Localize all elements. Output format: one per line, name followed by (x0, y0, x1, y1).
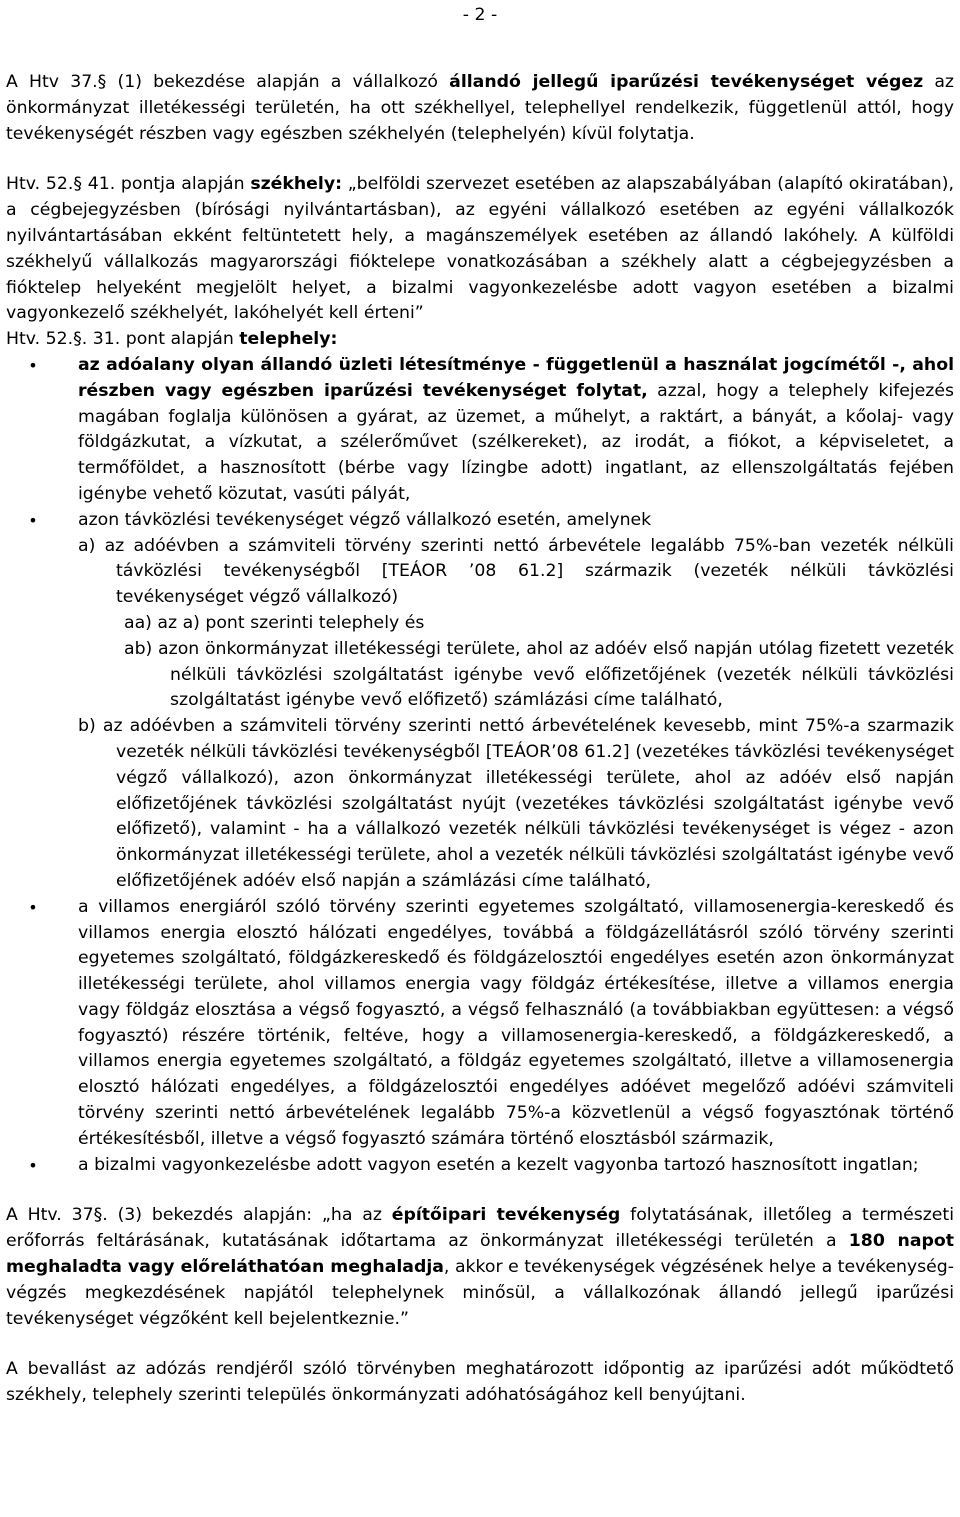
list-item (6, 895, 954, 1153)
bold-term: telephely: (239, 329, 338, 350)
paragraph-permanent-activity (6, 70, 954, 147)
text: A Htv. 37§. (3) bekezdés alapján: „ha az (6, 1205, 392, 1226)
bullet-icon: • (28, 1155, 38, 1175)
bold-term: építőipari tevékenység (391, 1205, 621, 1226)
bullet-icon: • (28, 510, 38, 530)
bold-term: 180 napot meghaladta vagy előreláthatóan meghaladja (6, 1231, 954, 1278)
text: a bizalmi vagyonkezelésbe adott vagyon esetén a kezelt vagyonba tartozó hasznosított ingatlan; (78, 1154, 919, 1175)
sub-item-aa: aa) az a) pont szerinti telephely és (124, 612, 425, 633)
list-item (6, 1153, 954, 1179)
page-number: - 2 - (462, 5, 498, 25)
site-definition-list (6, 353, 954, 1179)
paragraph-site-heading (6, 327, 954, 353)
text: Htv. 52.§. 31. pont alapján (6, 329, 240, 350)
paragraph-filing-note: A bevallást az adózás rendjéről szóló törvényben meghatározott időpontig az iparűzési adót működtető székhely, telephely szerinti település önkormányzati adóhatóságához kell benyújtani. (6, 1359, 954, 1406)
list-item (6, 508, 954, 895)
text: folytatásának, illetőleg a természeti erőforrás feltárásának, kutatásának időtartama az önkormányzat illetékességi területén a (6, 1205, 954, 1252)
bold-term: állandó jellegű iparűzési tevékenységet végez (449, 72, 924, 92)
paragraph-construction-activity (6, 1203, 954, 1332)
sub-item-a: a) az adóévben a számviteli törvény szerinti nettó árbevétele legalább 75%-ban vezeték nélküli távközlési tevékenységből [TEÁOR ’08 61.2] származik (vezeték nélküli távközlési tevékenységet végző vállalkozó) (78, 535, 954, 608)
text: Htv. 52.§ 41. pontja alapján (6, 174, 251, 195)
sub-item-b: b) az adóévben a számviteli törvény szerinti nettó árbevételének kevesebb, mint 75%-a szarmazik vezeték nélküli távközlési tevékenységből [TEÁOR’08 61.2] (vezetékes távközlési tevékenységet végző vállalkozó), azon önkormányzat illetékességi területe, ahol az adóév első napján előfizetőjének távközlési szolgáltatást nyújt (vezetékes távközlési szolgáltatást igénybe vevő előfizető), valamint - ha a vállalkozó vezeték nélküli távközlési tevékenységet is végez - azon önkormányzat illetékességi területe, ahol a vezeték nélküli távközlési szolgáltatást igénybe vevő előfizetőjének adóév első napján a számlázási címe található, (78, 716, 954, 891)
text: A Htv 37.§ (1) bekezdése alapján a vállalkozó (6, 72, 450, 92)
text: „belföldi szervezet esetében az alapszabályában (alapító okiratában), a cégbejegyzésben (bírósági nyilvántartásban), az egyéni vállalkozó esetében az egyéni vállalkozók nyilvántartásában ekként feltüntetett hely, a magánszemélyek esetében az állandó lakóhely. A külföldi székhelyű vállalkozás magyarországi fióktelepe vonatkozásában a székhely alatt a cégbejegyzésben a fióktelep helyeként megjelölt helyet, a bizalmi vagyonkezelésbe adott vagyon esetében a bizalmi vagyonkezelő székhelyét, lakóhelyét kell érteni” (6, 174, 954, 324)
list-item (6, 353, 954, 508)
bold-term: az adóalany olyan állandó üzleti létesítménye - függetlenül a használat jogcímétől -, ahol részben vagy egészben iparűzési tevékenységet folytat, (78, 354, 954, 401)
bullet-icon: • (28, 897, 38, 917)
document-page (6, 0, 954, 1409)
sub-item-ab: ab) azon önkormányzat illetékességi területe, ahol az adóév első napján utólag fizetett vezeték nélküli távközlési szolgáltatást igénybe vevő előfizetőjének (vezeték nélküli távközlési szolgáltatást igénybe vevő előfizető) számlázási címe található, (124, 638, 954, 711)
bullet-icon: • (28, 355, 38, 375)
list-item-intro: azon távközlési tevékenységet végző vállalkozó esetén, amelynek (78, 509, 652, 530)
text: az önkormányzat illetékességi területén, ha ott székhellyel, telephellyel rendelkezik, függetlenül attól, hogy tevékenységét részben vagy egészben székhelyén (telephelyén) kívül folytatja. (6, 72, 955, 144)
bold-term: székhely: (250, 174, 342, 195)
paragraph-seat-definition (6, 172, 954, 327)
text: azzal, hogy a telephely kifejezés magában foglalja különösen a gyárat, az üzemet, a műhelyt, a raktárt, a bányát, a kőolaj- vagy földgázkutat, a vízkutat, a szélerőművet (szélkereket), az irodát, a fiókot, a képviseletet, a termőföldet, a hasznosított (bérbe vagy lízingbe adott) ingatlant, az ellenszolgáltatás fejében igénybe vehető közutat, vasúti pályát, (78, 380, 954, 504)
text: , akkor e tevékenységek végzésének helye a tevékenység-végzés megkezdésének napjától telephelynek minősül, a vállalkozónak állandó jellegű iparűzési tevékenységet végzőként kell bejelentkeznie.” (6, 1257, 954, 1329)
text: a villamos energiáról szóló törvény szerinti egyetemes szolgáltató, villamosenergia-kereskedő és villamos energia elosztó hálózati engedélyes, továbbá a földgázellátásról szóló törvény szerinti egyetemes szolgáltató, földgázkereskedő és földgázelosztói engedélyes esetén azon önkormányzat illetékességi területe, ahol villamos energia vagy földgáz értékesítése, illetve a villamos energia vagy földgáz elosztása a végső fogyasztó, a végső felhasználó (a továbbiakban együttesen: a végső fogyasztó) részére történik, feltéve, hogy a villamosenergia-kereskedő, a földgázkereskedő, a villamos energia egyetemes szolgáltató, a földgáz egyetemes szolgáltató, illetve a villamosenergia elosztó hálózati engedélyes, a földgázelosztói engedélyes adóévet megelőző adóévi számviteli törvény szerinti nettó árbevételének legalább 75%-a közvetlenül a végső fogyasztónak történő értékesítésből, illetve a végső fogyasztó számára történő elosztásból származik, (78, 896, 954, 1149)
